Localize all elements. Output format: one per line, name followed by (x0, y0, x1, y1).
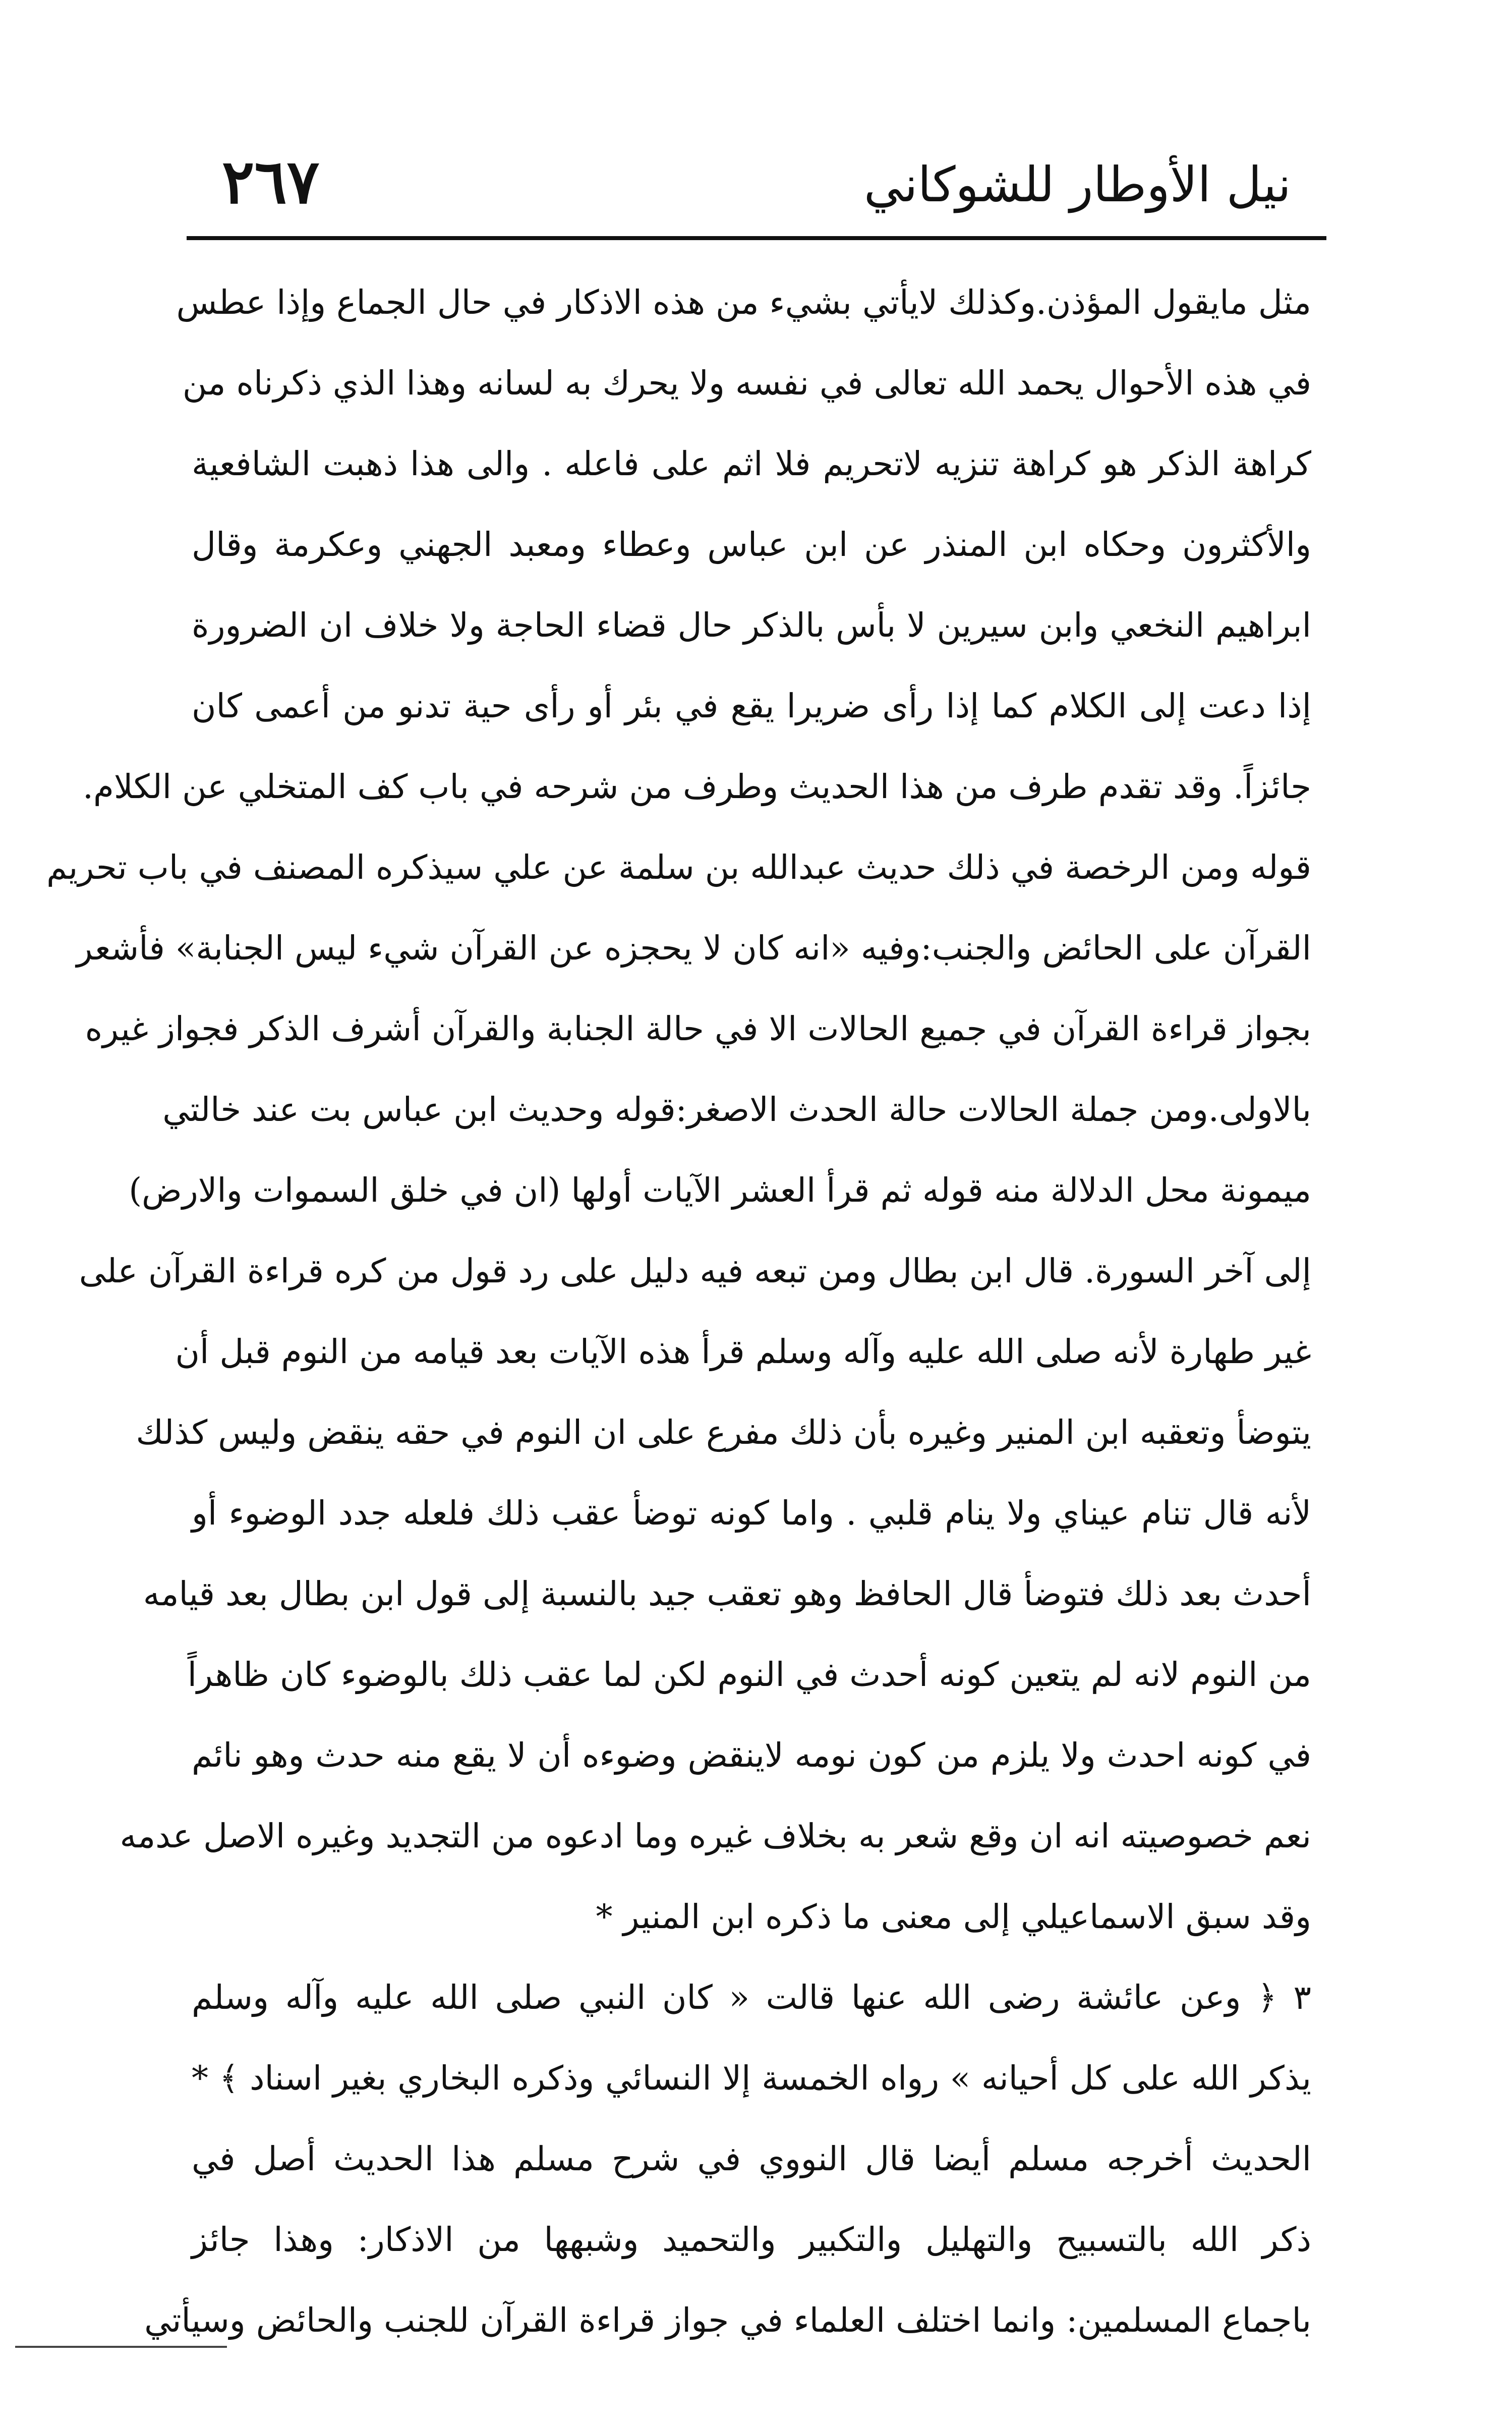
text-line: ميمونة محل الدلالة منه قوله ثم قرأ العشر الآيات أولها (ان في خلق السموات والارض) (129, 1171, 1311, 1210)
footer-rule (15, 2346, 227, 2348)
text-line: جائزاً. وقد تقدم طرف من هذا الحديث وطرف من شرحه في باب كف المتخلي عن الكلام. (82, 767, 1311, 806)
text-line: في هذه الأحوال يحمد الله تعالى في نفسه ولا يحرك به لسانه وهذا الذي ذكرناه من (182, 364, 1311, 403)
text-line: في كونه احدث ولا يلزم من كون نومه لاينقض وضوءه أن لا يقع منه حدث وهو نائم (192, 1736, 1311, 1775)
text-line: كراهة الذكر هو كراهة تنزيه لاتحريم فلا اثم على فاعله . والى هذا ذهبت الشافعية (192, 444, 1311, 483)
text-line: من النوم لانه لم يتعين كونه أحدث في النوم لكن لما عقب ذلك بالوضوء كان ظاهراً (187, 1655, 1311, 1694)
text-line: مثل مايقول المؤذن.وكذلك لايأتي بشيء من هذه الاذكار في حال الجماع وإذا عطس (176, 283, 1311, 322)
text-line: يتوضأ وتعقبه ابن المنير وغيره بأن ذلك مفرع على ان النوم في حقه ينقض وليس كذلك (136, 1413, 1311, 1452)
text-line: ابراهيم النخعي وابن سيرين لا بأس بالذكر حال قضاء الحاجة ولا خلاف ان الضرورة (192, 606, 1311, 645)
text-line: أحدث بعد ذلك فتوضأ قال الحافظ وهو تعقب جيد بالنسبة إلى قول ابن بطال بعد قيامه (143, 1574, 1311, 1613)
hadith-line: ٣ ﴿ وعن عائشة رضى الله عنها قالت « كان النبي صلى الله عليه وآله وسلم (192, 1978, 1311, 2017)
page-header (192, 146, 1321, 232)
text-line: الحديث أخرجه مسلم أيضا قال النووي في شرح مسلم هذا الحديث أصل في (192, 2139, 1311, 2178)
page-number: ٢٦٧ (222, 146, 320, 217)
text-line: بجواز قراءة القرآن في جميع الحالات الا في حالة الجنابة والقرآن أشرف الذكر فجواز غيره (85, 1009, 1311, 1048)
book-title: نيل الأوطار للشوكاني (863, 156, 1291, 213)
text-line: باجماع المسلمين: وانما اختلف العلماء في جواز قراءة القرآن للجنب والحائض وسيأتي (144, 2301, 1311, 2340)
hadith-line: يذكر الله على كل أحيانه » رواه الخمسة إلا النسائي وذكره البخاري بغير اسناد ﴾ * (192, 2059, 1311, 2098)
text-line: نعم خصوصيته انه ان وقع شعر به بخلاف غيره وما ادعوه من التجديد وغيره الاصل عدمه (120, 1817, 1311, 1855)
text-line: قوله ومن الرخصة في ذلك حديث عبدالله بن سلمة عن علي سيذكره المصنف في باب تحريم (46, 848, 1311, 887)
text-line: لأنه قال تنام عيناي ولا ينام قلبي . واما كونه توضأ عقب ذلك فلعله جدد الوضوء أو (192, 1494, 1311, 1533)
text-line: إذا دعت إلى الكلام كما إذا رأى ضريرا يقع في بئر أو رأى حية تدنو من أعمى كان (192, 687, 1311, 725)
text-line: إلى آخر السورة. قال ابن بطال ومن تبعه فيه دليل على رد قول من كره قراءة القرآن على (79, 1252, 1311, 1290)
header-rule (187, 236, 1326, 240)
text-line: وقد سبق الاسماعيلي إلى معنى ما ذكره ابن المنير * (596, 1897, 1311, 1936)
text-line: بالاولى.ومن جملة الحالات حالة الحدث الاصغر:قوله وحديث ابن عباس بت عند خالتي (162, 1090, 1311, 1129)
body-text (46, 262, 1311, 2361)
text-line: القرآن على الحائض والجنب:وفيه «انه كان لا يحجزه عن القرآن شيء ليس الجنابة» فأشعر (76, 929, 1311, 968)
text-line: غير طهارة لأنه صلى الله عليه وآله وسلم قرأ هذه الآيات بعد قيامه من النوم قبل أن (175, 1332, 1311, 1371)
text-line: ذكر الله بالتسبيح والتهليل والتكبير والتحميد وشبهها من الاذكار: وهذا جائز (192, 2220, 1311, 2259)
text-line: والأكثرون وحكاه ابن المنذر عن ابن عباس وعطاء ومعبد الجهني وعكرمة وقال (192, 525, 1311, 564)
